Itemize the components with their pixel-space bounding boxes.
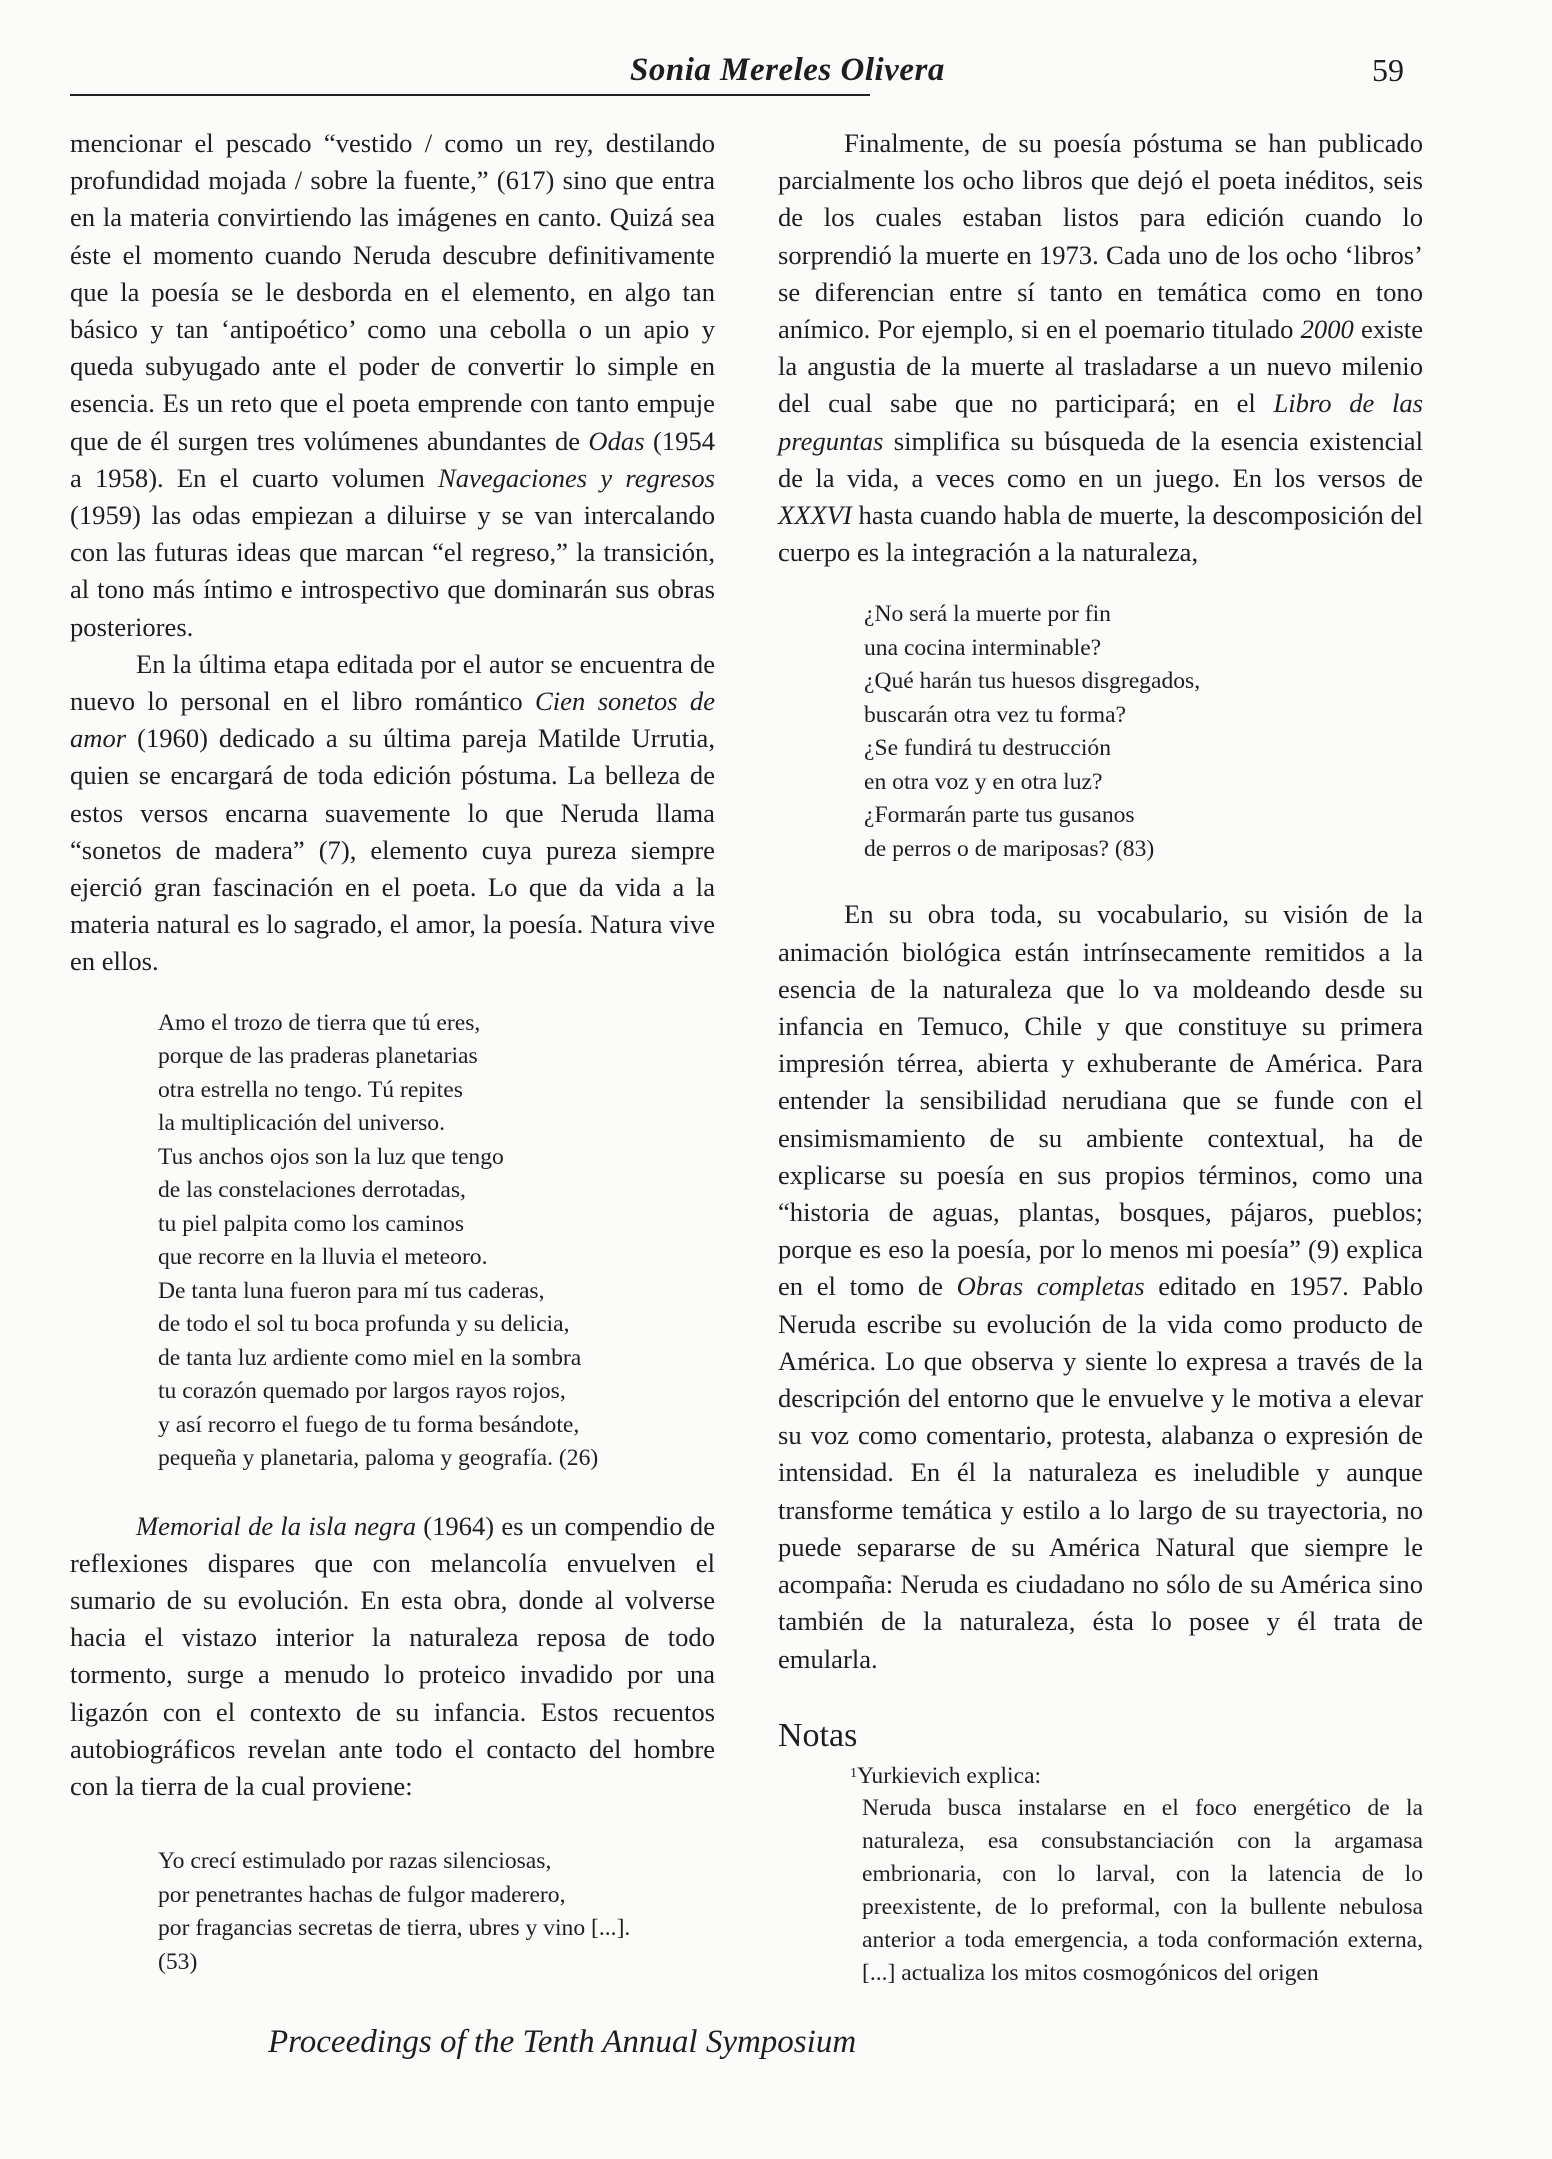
- running-header: [70, 52, 1470, 98]
- footnote-intro: $^1$Yurkievich explica:: [850, 1762, 1042, 1789]
- body-paragraph: mencionar el pescado “vestido / como un rey, destilando profundidad mojada / sobre la fuente,” (617) sino que entra en la materia convirtiendo las imágenes en canto. Quizá sea éste el momento cuando Neruda descubre definitivamente que la poesía se le desborda en el elemento, en algo tan básico y tan ‘antipoético’ como una cebolla o un apio y queda subyugado ante el poder de convertir lo simple en esencia. Es un reto que el poeta emprende con tanto empuje que de él surgen tres volúmenes abundantes de Odas (1954 a 1958). En el cuarto volumen Navegaciones y regresos (1959) las odas empiezan a diluirse y se van intercalando con las futuras ideas que marcan “el regreso,” la transición, al tono más íntimo e introspectivo que dominarán sus obras posteriores.: [70, 128, 715, 642]
- poem-line: porque de las praderas planetarias: [158, 1043, 478, 1070]
- body-paragraph: Memorial de la isla negra (1964) es un compendio de reflexiones dispares que con melancolía envuelven el sumario de su evolución. En esta obra, donde al volverse hacia el vistazo interior la naturaleza reposa de todo tormento, surge a menudo lo proteico invadido por una ligazón con el contexto de su infancia. Estos recuentos autobiográficos revelan ante todo el contacto del hombre con la tierra de la cual proviene:: [70, 1510, 715, 1802]
- poem-line: de las constelaciones derrotadas,: [158, 1177, 466, 1204]
- running-header-author: Sonia Mereles Olivera: [630, 52, 945, 88]
- left-column: [70, 125, 715, 1979]
- poem-line: por fragancias secretas de tierra, ubres y vino [...].: [158, 1915, 631, 1942]
- right-column: [778, 125, 1423, 1990]
- poem-line: por penetrantes hachas de fulgor maderero,: [158, 1881, 566, 1908]
- poem-line: una cocina interminable?: [864, 634, 1102, 661]
- poem-line: De tanta luna fueron para mí tus caderas,: [158, 1277, 545, 1304]
- poem-line: Amo el trozo de tierra que tú eres,: [158, 1009, 481, 1036]
- poem-line: buscarán otra vez tu forma?: [864, 701, 1127, 728]
- poem-line: tu piel palpita como los caminos: [158, 1210, 465, 1237]
- poem-line: y así recorro el fuego de tu forma besándote,: [158, 1411, 580, 1438]
- notes-heading: Notas: [778, 1716, 858, 1754]
- poem-line: de perros o de mariposas? (83): [864, 835, 1155, 862]
- footnote-quote: Neruda busca instalarse en el foco energético de la naturaleza, esa consubstanciación con la argamasa embrionaria, con lo larval, con la latencia de lo preexistente, de lo preformal, con la bullente nebulosa anterior a toda emergencia, a toda conformación externa, [...] actualiza los mitos cosmogónicos del origen: [862, 1794, 1423, 1986]
- poem-quote: [158, 1007, 715, 1476]
- poem-line: ¿Se fundirá tu destrucción: [864, 735, 1111, 762]
- poem-line: (53): [158, 1948, 198, 1975]
- poem-line: tu corazón quemado por largos rayos rojos,: [158, 1378, 566, 1405]
- poem-line: pequeña y planetaria, paloma y geografía. (26): [158, 1445, 599, 1472]
- running-footer: Proceedings of the Tenth Annual Symposium: [268, 2024, 857, 2060]
- poem-line: Yo crecí estimulado por razas silenciosas,: [158, 1848, 552, 1875]
- footnote-number: 1: [850, 1765, 857, 1781]
- header-rule: [70, 94, 870, 96]
- poem-line: otra estrella no tengo. Tú repites: [158, 1076, 463, 1103]
- poem-line: de todo el sol tu boca profunda y su delicia,: [158, 1311, 570, 1338]
- poem-line: en otra voz y en otra luz?: [864, 768, 1103, 795]
- poem-line: de tanta luz ardiente como miel en la sombra: [158, 1344, 582, 1371]
- poem-line: ¿Qué harán tus huesos disgregados,: [864, 668, 1201, 695]
- body-paragraph: En la última etapa editada por el autor se encuentra de nuevo lo personal en el libro romántico Cien sonetos de amor (1960) dedicado a su última pareja Matilde Urrutia, quien se encargará de toda edición póstuma. La belleza de estos versos encarna suavemente lo que Neruda llama “sonetos de madera” (7), elemento cuya pureza siempre ejerció gran fascinación en el poeta. Lo que da vida a la materia natural es lo sagrado, el amor, la poesía. Natura vive en ellos.: [70, 648, 715, 977]
- body-paragraph: En su obra toda, su vocabulario, su visión de la animación biológica están intrínsecamente remitidos a la esencia de la naturaleza que lo va moldeando desde su infancia en Temuco, Chile y que constituye su primera impresión térrea, abierta y exhuberante de América. Para entender la sensibilidad nerudiana que se funde con el ensimismamiento de su ambiente contextual, ha de explicarse su poesía en sus propios términos, como una “historia de aguas, plantas, bosques, pájaros, pueblos; porque es eso la poesía, por lo menos mi poesía” (9) explica en el tomo de Obras completas editado en 1957. Pablo Neruda escribe su evolución de la vida como producto de América. Lo que observa y siente lo expresa a través de la descripción del entorno que le envuelve y le motiva a elevar su voz como comentario, protesta, alabanza o expresión de intensidad. En él la naturaleza es ineludible y aunque transforme temática y estilo a lo largo de su trayectoria, no puede separarse de su América Natural que siempre le acompaña: Neruda es ciudadano no sólo de su América sino también de la naturaleza, ésta lo posee y él trata de emularla.: [778, 899, 1424, 1674]
- poem-line: que recorre en la lluvia el meteoro.: [158, 1244, 488, 1271]
- poem-line: ¿Formarán parte tus gusanos: [864, 802, 1135, 829]
- poem-line: la multiplicación del universo.: [158, 1110, 445, 1137]
- page-number: 59: [1372, 52, 1404, 88]
- poem-quote: [158, 1845, 715, 1979]
- body-paragraph: Finalmente, de su poesía póstuma se han publicado parcialmente los ocho libros que dejó el poeta inéditos, seis de los cuales estaban listos para edición cuando lo sorprendió la muerte en 1973. Cada uno de los ocho ‘libros’ se diferencian entre sí tanto en temática como en tono anímico. Por ejemplo, si en el poemario titulado 2000 existe la angustia de la muerte al trasladarse a un nuevo milenio del cual sabe que no participará; en el Libro de las preguntas simplifica su búsqueda de la esencia existencial de la vida, a veces como en un juego. En los versos de XXXVI hasta cuando habla de muerte, la descomposición del cuerpo es la integración a la naturaleza,: [778, 128, 1423, 568]
- poem-quote: [864, 598, 1423, 866]
- poem-line: Tus anchos ojos son la luz que tengo: [158, 1143, 504, 1170]
- poem-line: ¿No será la muerte por fin: [864, 601, 1111, 628]
